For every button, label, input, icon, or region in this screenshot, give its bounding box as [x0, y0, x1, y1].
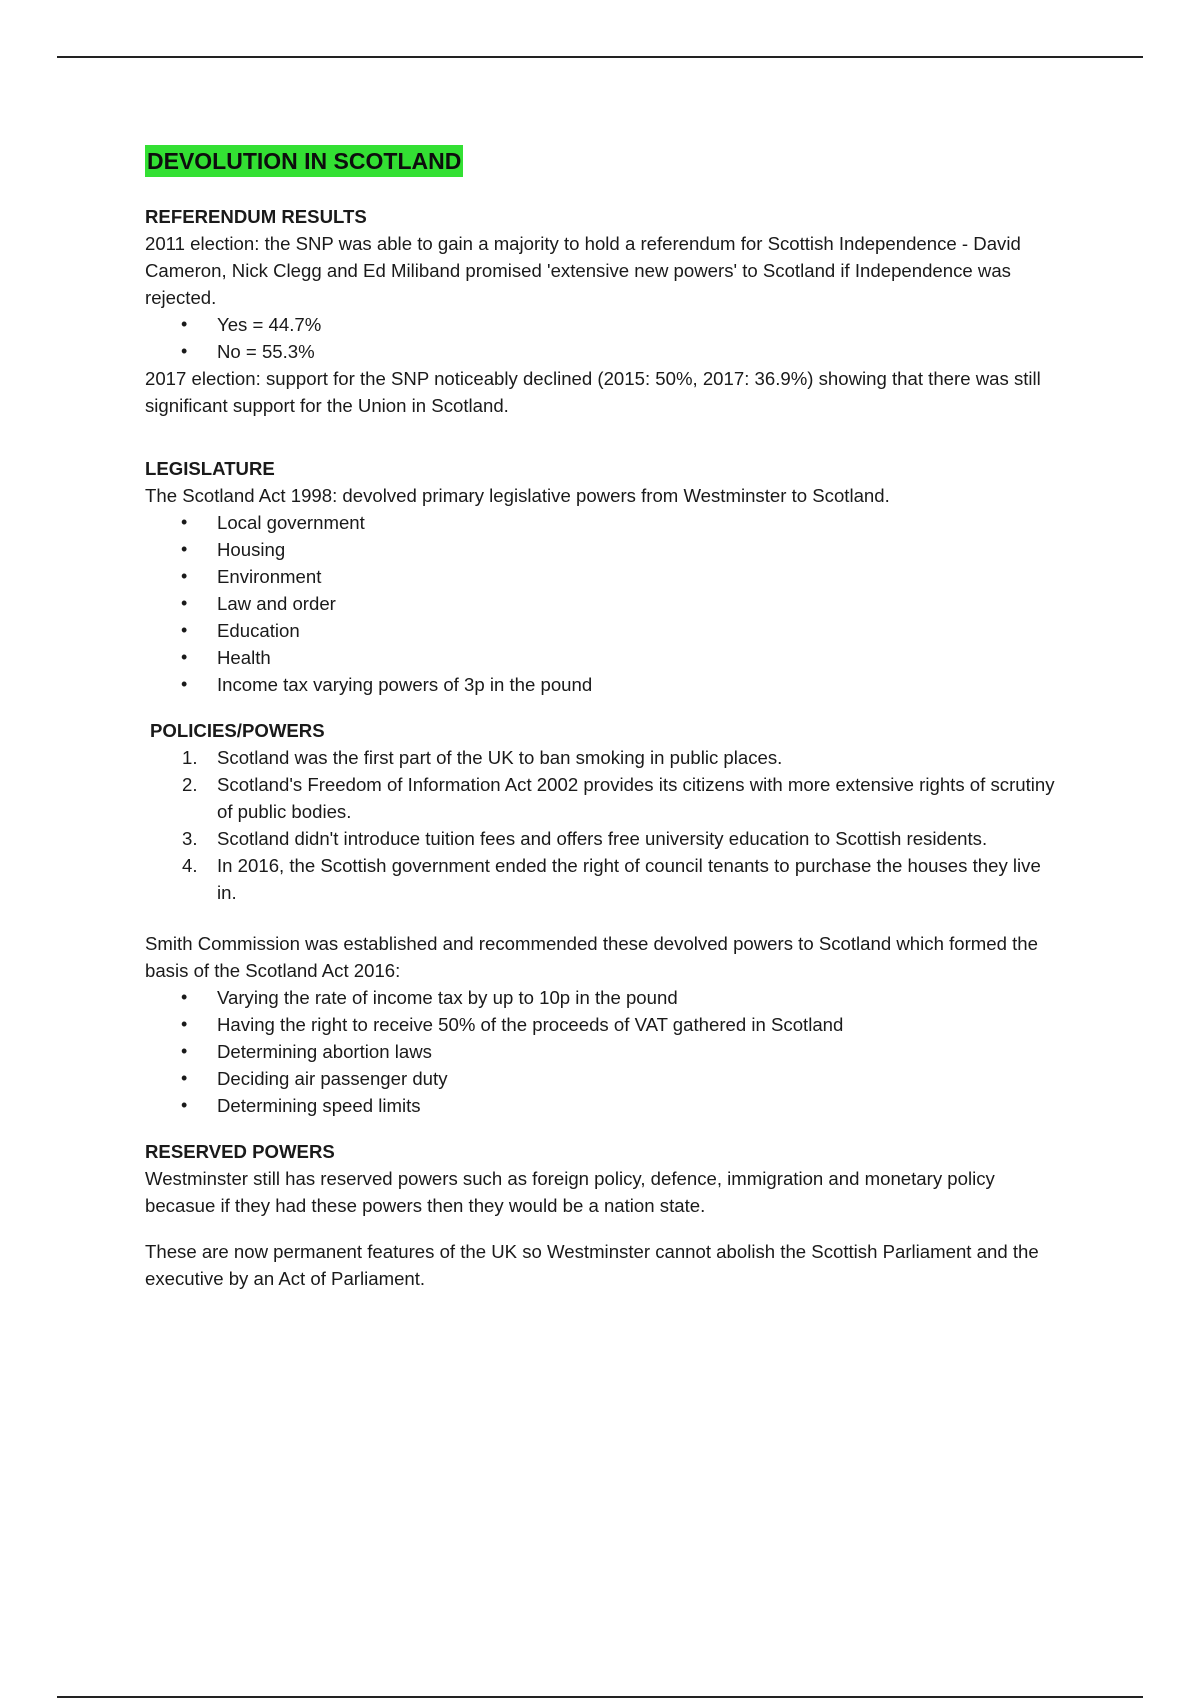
list-text: In 2016, the Scottish government ended the right of council tenants to purchase the houses they live in. — [217, 855, 1041, 903]
footer-rule — [57, 1696, 1143, 1698]
paragraph: 2017 election: support for the SNP noticeably declined (2015: 50%, 2017: 36.9%) showing that there was still significant support for the Union in Scotland. — [145, 368, 1041, 416]
list-item: • Local government — [145, 509, 1065, 536]
list-item — [145, 825, 1065, 852]
header-rule — [57, 56, 1143, 58]
paragraph: These are now permanent features of the UK so Westminster cannot abolish the Scottish Parliament and the executive by an Act of Parliament. — [145, 1241, 1039, 1289]
list-item — [145, 771, 1065, 825]
paragraph: The Scotland Act 1998: devolved primary legislative powers from Westminster to Scotland. — [145, 485, 890, 506]
list-number: 4. — [182, 855, 198, 876]
list-text: Scotland didn't introduce tuition fees and offers free university education to Scottish residents. — [217, 828, 988, 849]
list-item: • No = 55.3% — [145, 338, 1065, 365]
devolved-powers-list — [145, 984, 1065, 1119]
list-text: Scotland's Freedom of Information Act 2002 provides its citizens with more extensive rights of scrutiny of public bodies. — [217, 774, 1055, 822]
referendum-section — [145, 203, 1065, 419]
policies-section — [145, 717, 1065, 906]
list-number: 3. — [182, 828, 198, 849]
smith-commission-section — [145, 930, 1065, 1119]
list-item — [145, 852, 1065, 906]
paragraph: 2011 election: the SNP was able to gain a majority to hold a referendum for Scottish Independence - David Cameron, Nick Clegg and Ed Miliband promised 'extensive new powers' to Scotland if Independence was rejected. — [145, 233, 1021, 308]
list-item: • Determining abortion laws — [145, 1038, 1065, 1065]
list-item: • Determining speed limits — [145, 1092, 1065, 1119]
list-item: • Housing — [145, 536, 1065, 563]
section-heading: LEGISLATURE — [145, 458, 275, 479]
document-body — [145, 145, 1065, 1292]
list-item: • Environment — [145, 563, 1065, 590]
reserved-powers-section — [145, 1138, 1065, 1292]
section-heading: REFERENDUM RESULTS — [145, 206, 367, 227]
document-title: DEVOLUTION IN SCOTLAND — [145, 145, 463, 177]
section-heading: POLICIES/POWERS — [150, 720, 325, 741]
list-item: • Income tax varying powers of 3p in the pound — [145, 671, 1065, 698]
paragraph: Westminster still has reserved powers such as foreign policy, defence, immigration and monetary policy becasue if they had these powers then they would be a nation state. — [145, 1168, 995, 1216]
paragraph: Smith Commission was established and recommended these devolved powers to Scotland which formed the basis of the Scotland Act 2016: — [145, 933, 1038, 981]
list-item: • Health — [145, 644, 1065, 671]
results-list — [145, 311, 1065, 365]
list-item: • Deciding air passenger duty — [145, 1065, 1065, 1092]
list-number: 1. — [182, 747, 198, 768]
powers-list — [145, 509, 1065, 698]
legislature-section — [145, 455, 1065, 698]
list-number: 2. — [182, 774, 198, 795]
list-item: • Varying the rate of income tax by up to 10p in the pound — [145, 984, 1065, 1011]
list-item: • Education — [145, 617, 1065, 644]
section-heading: RESERVED POWERS — [145, 1141, 335, 1162]
list-text: Scotland was the first part of the UK to ban smoking in public places. — [217, 747, 783, 768]
list-item — [145, 744, 1065, 771]
list-item: • Yes = 44.7% — [145, 311, 1065, 338]
list-item: • Having the right to receive 50% of the proceeds of VAT gathered in Scotland — [145, 1011, 1065, 1038]
policies-list — [145, 744, 1065, 906]
list-item: • Law and order — [145, 590, 1065, 617]
